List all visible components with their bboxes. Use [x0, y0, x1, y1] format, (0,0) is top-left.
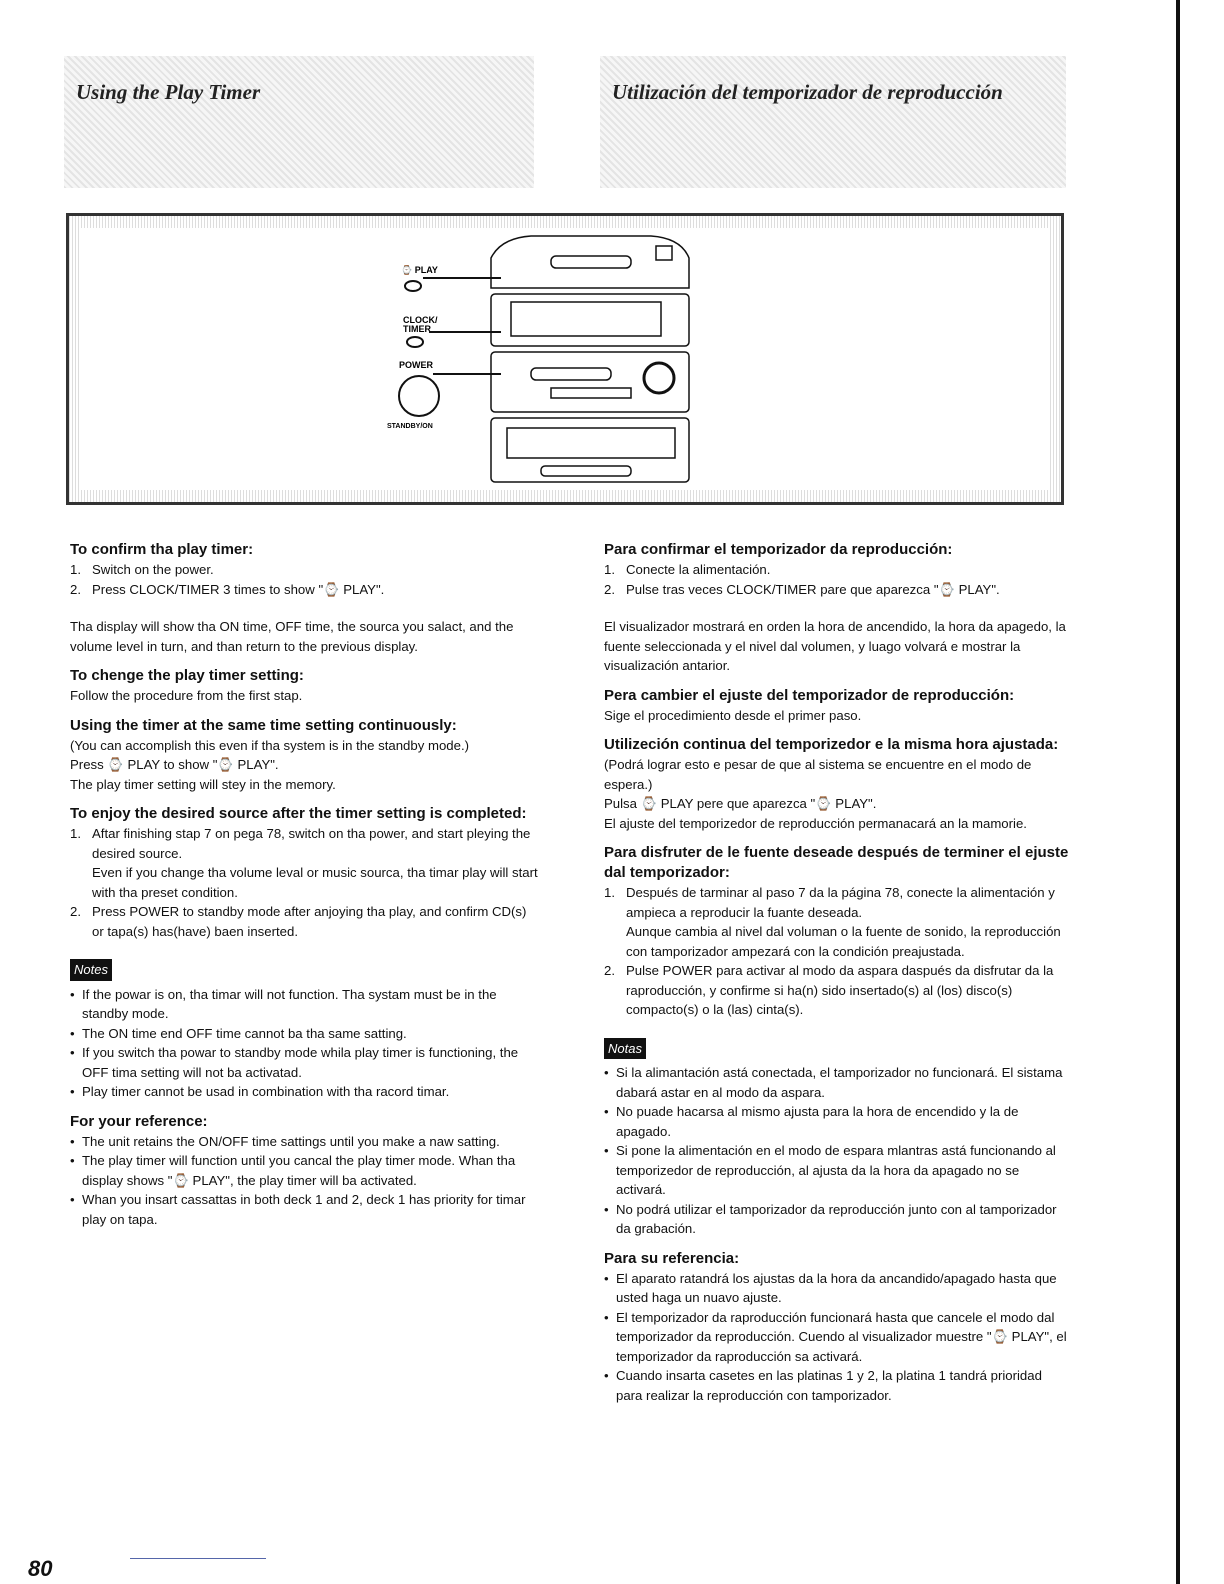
list-item: • If the powar is on, tha timar will not function. Tha systam must be in the standby mode.	[70, 985, 538, 1024]
list-item: 2. Pulse POWER para activar al modo da aspara daspués da disfrutar da la raproducción, y confirme si ha(n) sido insertado(s) al (los) disco(s) compacto(s) o la (las) cinta(s).	[604, 963, 1054, 1017]
paragraph: The play timer setting will stey in the memory.	[70, 776, 336, 792]
list-item: • No puade hacarsa al mismo ajusta para la hora de encendido y la de apagado.	[604, 1102, 1070, 1141]
banner-english	[64, 56, 534, 188]
list-item: • The unit retains the ON/OFF time sattings until you make a naw satting.	[70, 1132, 538, 1152]
paragraph: El visualizador mostrará en orden la hora de ancendido, la hora da apagedo, la fuente seleccionada y el nivel dal volumen, y luago volvará e mostrar la visualización antarior.	[604, 619, 1066, 673]
list-item: • Si la alimantación astá conectada, el tamporizador no funcionará. El sistama dabará astar en al modo da aspara.	[604, 1063, 1070, 1102]
list-item: • No podrá utilizar el tamporizador da reproducción junto con al tamporizador da grabación.	[604, 1200, 1070, 1239]
section-title: To confirm tha play timer:	[70, 541, 254, 558]
list-item: • Play timer cannot be usad in combination with tha racord timar.	[70, 1082, 538, 1102]
section-title: For your reference:	[70, 1112, 208, 1130]
page-number: 80	[28, 1556, 53, 1581]
paragraph: Tha display will show tha ON time, OFF time, the sourca you salact, and the volume level in turn, and than return to the previous display.	[70, 619, 514, 654]
list-item: 1. Aftar finishing stap 7 on pega 78, switch on tha power, and start pleying the desired source. Even if you change tha volume leval or music sourca, tha timar play will start with tha preset condition.	[70, 826, 538, 900]
section-title: To enjoy the desired source after the timer setting is completed:	[70, 805, 527, 822]
paragraph: Pulsa ⌚ PLAY pere que aparezca "⌚ PLAY".	[604, 796, 877, 811]
page-edge-bar	[1176, 0, 1180, 1584]
stereo-diagram	[81, 228, 1049, 490]
english-column	[70, 540, 538, 1229]
list-item: 2. Press CLOCK/TIMER 3 times to show "⌚ PLAY".	[70, 581, 385, 597]
spanish-column	[604, 540, 1070, 1405]
list-item: • Whan you insart cassattas in both deck 1 and 2, deck 1 has priority for timar play on tapa.	[70, 1190, 538, 1229]
stereo-unit	[491, 236, 689, 482]
stereo-illustration	[66, 213, 1064, 505]
list-item: • El temporizador da raproducción funcionará hasta que cancele el modo dal temporizador da reproducción. Cuendo al visualizador muestre "⌚ PLAY", el temporizador da raproducción sa activará.	[604, 1308, 1070, 1367]
section-title: Pera cambier el ejuste del temporizador de reproducción:	[604, 686, 1015, 704]
notes-badge: Notes	[70, 959, 112, 981]
paragraph: (You can accomplish this even if tha system is in the standby mode.)	[70, 737, 469, 753]
list-item: 2. Pulse tras veces CLOCK/TIMER pare que aparezca "⌚ PLAY".	[604, 581, 1000, 597]
section-title: Para su referencia:	[604, 1249, 740, 1267]
section-title: To chenge the play timer setting:	[70, 667, 304, 684]
standby-label: STANDBY/ON	[387, 423, 433, 430]
list-item: • Cuando insarta casetes en las platinas 1 y 2, la platina 1 tandrá prioridad para realizar la reproducción con tamporizador.	[604, 1366, 1070, 1405]
list-item: • Si pone la alimentación en el modo de espara mlantras astá funcionando al temporizedor de reproducción, al ajusta da la hora da apagado no se activará.	[604, 1141, 1070, 1200]
play-button	[405, 281, 421, 291]
list-item: • El aparato ratandrá los ajustas da la hora da ancandido/apagado hasta que usted haga un nuavo ajuste.	[604, 1269, 1070, 1308]
section-title: Para disfruter de le fuente deseade después de terminer el ejuste dal temporizador:	[604, 844, 1069, 881]
list-item: 2. Press POWER to standby mode after anjoying tha play, and confirm CD(s) or tapa(s) has(have) baen inserted.	[70, 904, 527, 939]
power-button	[399, 376, 439, 416]
clock-timer-button	[407, 337, 423, 347]
paragraph: Sige el procedimiento desde el primer paso.	[604, 707, 862, 723]
svg-text:TIMER: TIMER	[403, 324, 431, 334]
list-item: • The play timer will function until you cancal the play timer mode. Whan tha display shows "⌚ PLAY", the play timer will ba activated.	[70, 1151, 538, 1190]
list-item: • If you switch tha powar to standby mode whila play timer is functioning, the OFF tima setting will not ba activatad.	[70, 1043, 538, 1082]
clock-timer-label: CLOCK/	[403, 315, 438, 325]
paragraph: El ajuste del temporizedor de reproducción permanacará an la mamorie.	[604, 815, 1027, 831]
banner-title-english: Using the Play Timer	[76, 80, 261, 104]
section-title: Utilizeción continua del temporizedor e la misma hora ajustada:	[604, 736, 1059, 753]
notes-badge: Notas	[604, 1038, 646, 1060]
paragraph: Follow the procedure from the first stap.	[70, 688, 303, 703]
paragraph: (Podrá lograr esto e pesar de que al sistema se encuentre en el modo de espera.)	[604, 757, 1032, 792]
play-button-label: ⌚ PLAY	[401, 265, 438, 275]
power-label: POWER	[399, 360, 434, 370]
list-item: 1. Después de tarminar al paso 7 da la página 78, conecte la alimentación y ampieca a reproducir la fuante deseada. Aunque cambia al nivel dal voluman o la fuente de sonido, la reproducción con tamporizador ampezará con la condición preajustada.	[604, 885, 1061, 959]
section-title: Using the timer at the same time setting continuously:	[70, 716, 457, 734]
list-item: • The ON time end OFF time cannot ba tha same satting.	[70, 1024, 538, 1044]
banner-spanish	[600, 56, 1066, 188]
paragraph: Press ⌚ PLAY to show "⌚ PLAY".	[70, 757, 279, 772]
list-item: 1. Switch on the power.	[70, 562, 214, 577]
banner-title-spanish: Utilización del temporizador de reproducción	[612, 80, 1003, 104]
list-item: 1. Conecte la alimentación.	[604, 562, 771, 577]
section-title: Para confirmar el temporizador da reproducción:	[604, 541, 953, 558]
footer-line	[130, 1558, 266, 1559]
